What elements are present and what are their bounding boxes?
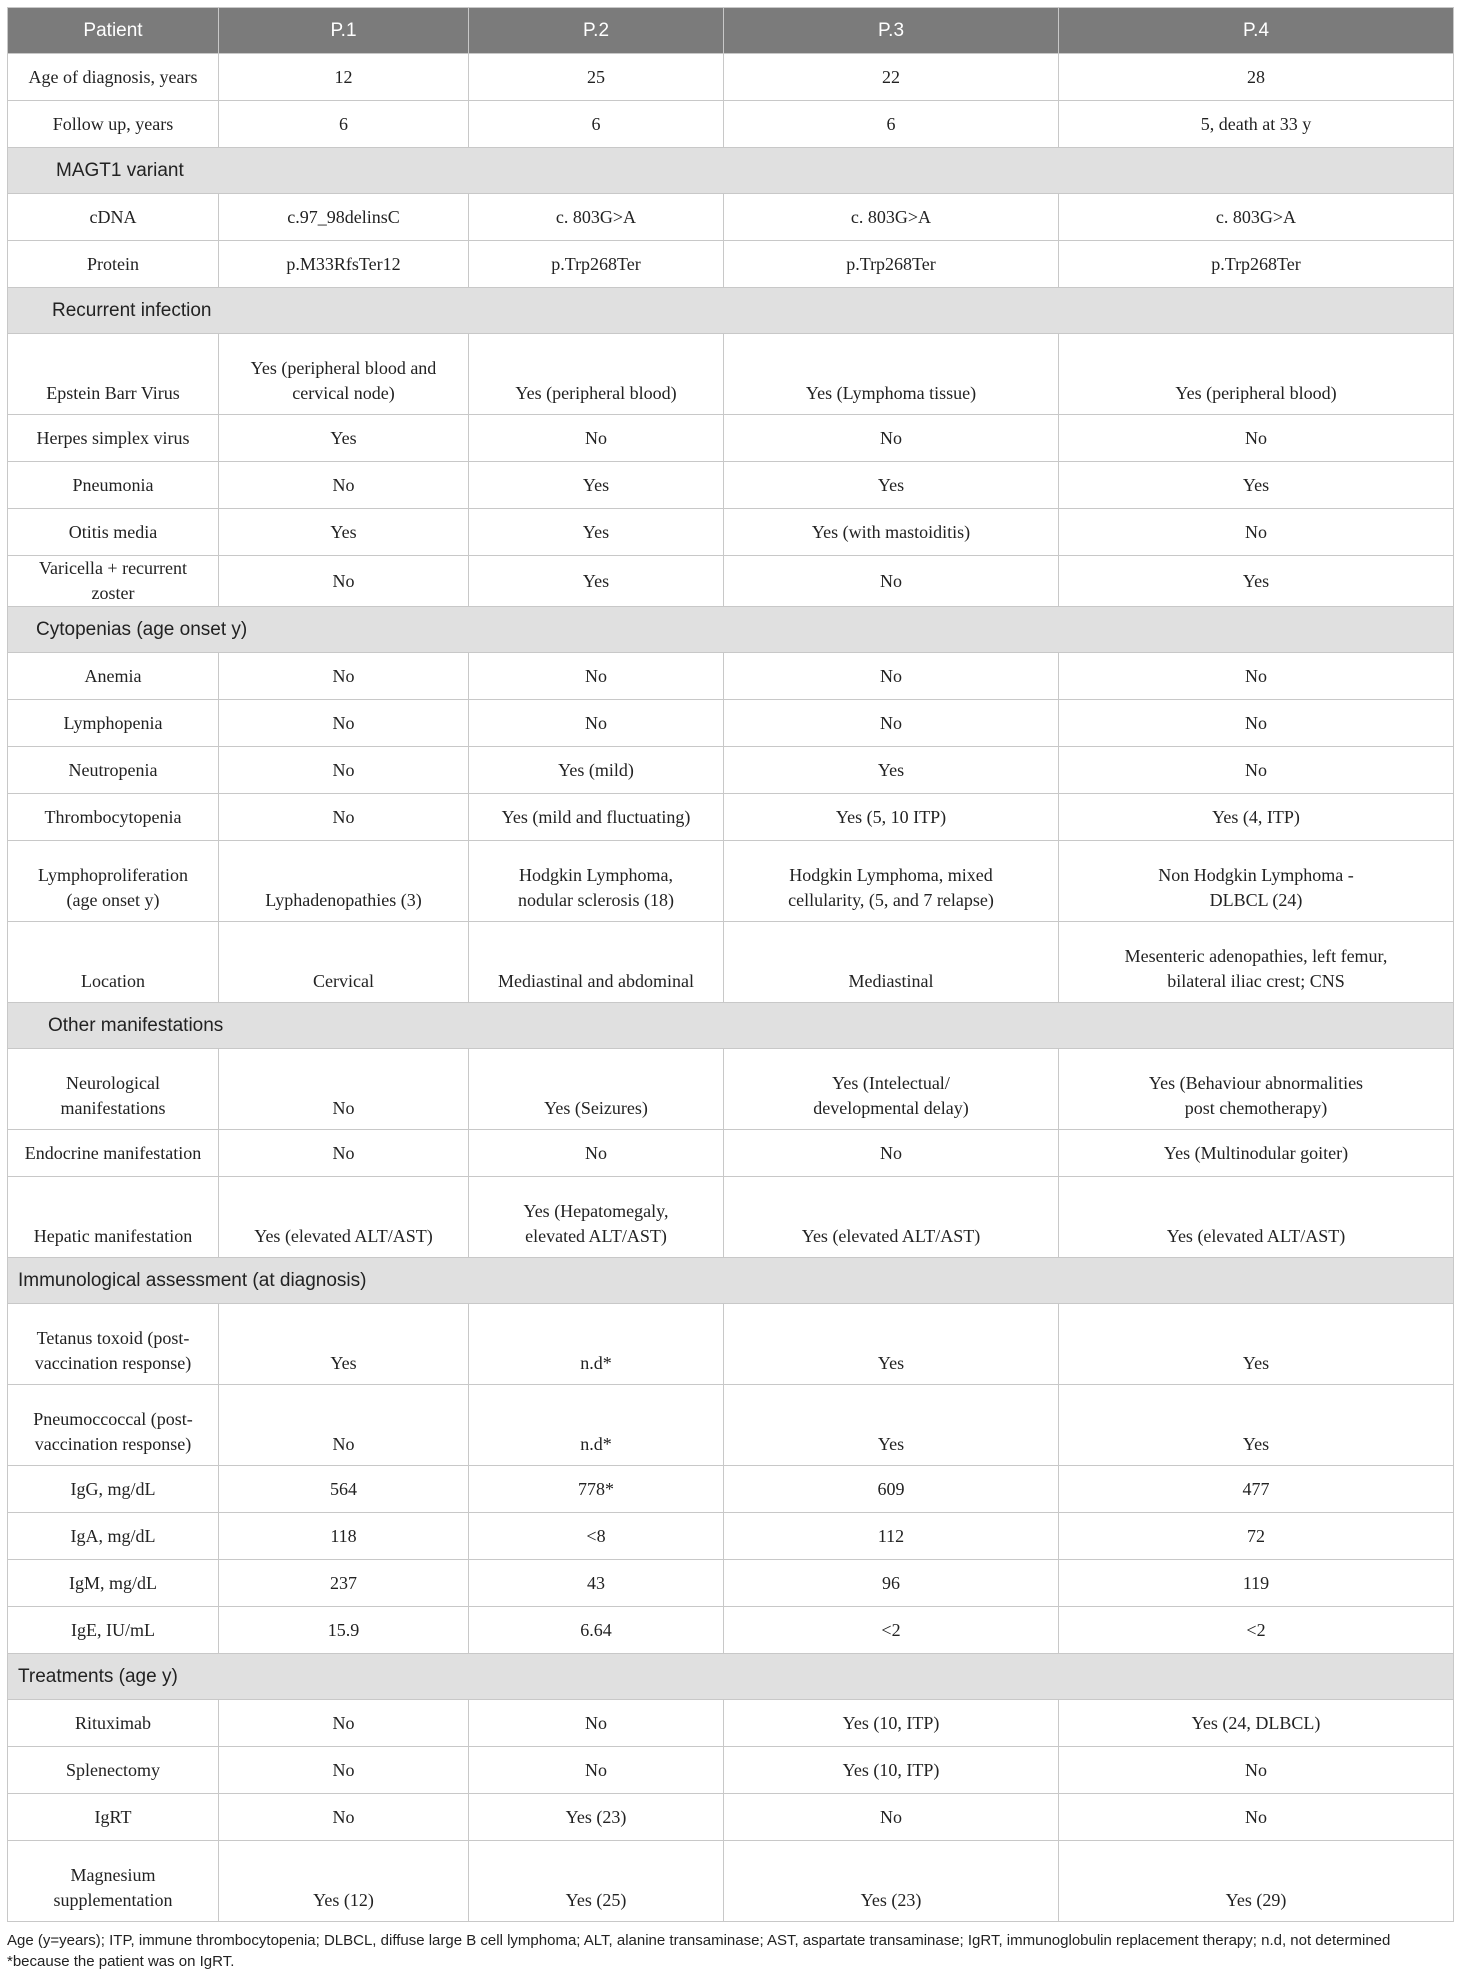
table-row [8, 1747, 1454, 1794]
patient-value-cell: Yes (elevated ALT/AST) [219, 1177, 469, 1258]
patient-value-cell: 12 [219, 54, 469, 101]
patient-value-cell: No [219, 1700, 469, 1747]
section-title: Other manifestations [8, 1003, 1454, 1049]
patient-value-cell: 43 [469, 1560, 724, 1607]
patient-value-cell: Yes (mild) [469, 747, 724, 794]
patient-value-cell: 96 [724, 1560, 1059, 1607]
patient-value-cell: Hodgkin Lymphoma, mixed cellularity, (5, and 7 relapse) [724, 841, 1059, 922]
patient-value-cell: Yes [219, 1304, 469, 1385]
patient-value-cell: Yes (elevated ALT/AST) [1059, 1177, 1454, 1258]
table-row [8, 1130, 1454, 1177]
header-cell-patient: Patient [8, 8, 219, 54]
patient-value-cell: Yes (with mastoiditis) [724, 509, 1059, 556]
patient-value-cell: Yes [724, 1385, 1059, 1466]
header-cell-p2: P.2 [469, 8, 724, 54]
section-header-row [8, 1258, 1454, 1304]
patient-value-cell: Lyphadenopathies (3) [219, 841, 469, 922]
patient-value-cell: Yes [724, 462, 1059, 509]
section-header-row [8, 288, 1454, 334]
table-row [8, 1177, 1454, 1258]
patient-value-cell: No [724, 1794, 1059, 1841]
table-container [7, 7, 1453, 1972]
patient-value-cell: Cervical [219, 922, 469, 1003]
patient-value-cell: Yes [1059, 556, 1454, 607]
patient-value-cell: No [724, 700, 1059, 747]
row-label-cell: Lymphoproliferation (age onset y) [8, 841, 219, 922]
patient-value-cell: Mediastinal [724, 922, 1059, 1003]
patient-value-cell: Yes (Hepatomegaly, elevated ALT/AST) [469, 1177, 724, 1258]
table-row [8, 509, 1454, 556]
section-header-row [8, 1654, 1454, 1700]
table-row [8, 334, 1454, 415]
table-row [8, 841, 1454, 922]
section-header-row [8, 148, 1454, 194]
patient-value-cell: No [469, 1700, 724, 1747]
table-row [8, 1607, 1454, 1654]
patient-value-cell: Yes (10, ITP) [724, 1700, 1059, 1747]
patient-value-cell: p.Trp268Ter [469, 241, 724, 288]
section-title: MAGT1 variant [8, 148, 1454, 194]
row-label-cell: Endocrine manifestation [8, 1130, 219, 1177]
patient-value-cell: No [469, 1747, 724, 1794]
patient-value-cell: No [219, 1130, 469, 1177]
patient-value-cell: 28 [1059, 54, 1454, 101]
table-row [8, 241, 1454, 288]
table-row [8, 101, 1454, 148]
row-label-cell: Herpes simplex virus [8, 415, 219, 462]
patient-value-cell: No [469, 415, 724, 462]
patient-value-cell: c.97_98delinsC [219, 194, 469, 241]
patient-value-cell: Yes (25) [469, 1841, 724, 1922]
row-label-cell: Hepatic manifestation [8, 1177, 219, 1258]
row-label-cell: Location [8, 922, 219, 1003]
patient-value-cell: No [219, 1747, 469, 1794]
table-row [8, 922, 1454, 1003]
patient-value-cell: Yes [1059, 1304, 1454, 1385]
patient-value-cell: 15.9 [219, 1607, 469, 1654]
row-label-cell: IgM, mg/dL [8, 1560, 219, 1607]
patient-value-cell: Yes [219, 509, 469, 556]
row-label-cell: Neutropenia [8, 747, 219, 794]
table-row [8, 1466, 1454, 1513]
patient-value-cell: No [219, 653, 469, 700]
patient-value-cell: No [724, 1130, 1059, 1177]
table-row [8, 194, 1454, 241]
row-label-cell: Age of diagnosis, years [8, 54, 219, 101]
patient-value-cell: Yes (Behaviour abnormalities post chemotherapy) [1059, 1049, 1454, 1130]
patient-value-cell: Yes (mild and fluctuating) [469, 794, 724, 841]
patient-value-cell: Yes (10, ITP) [724, 1747, 1059, 1794]
row-label-cell: Varicella + recurrent zoster [8, 556, 219, 607]
patient-value-cell: No [219, 1049, 469, 1130]
patient-value-cell: Yes [1059, 462, 1454, 509]
patient-value-cell: Yes [219, 415, 469, 462]
patient-value-cell: Mediastinal and abdominal [469, 922, 724, 1003]
patient-value-cell: <8 [469, 1513, 724, 1560]
patient-value-cell: Yes (Seizures) [469, 1049, 724, 1130]
table-row [8, 700, 1454, 747]
row-label-cell: Lymphopenia [8, 700, 219, 747]
patient-value-cell: c. 803G>A [469, 194, 724, 241]
patient-value-cell: 237 [219, 1560, 469, 1607]
row-label-cell: Tetanus toxoid (post- vaccination response) [8, 1304, 219, 1385]
header-cell-p3: P.3 [724, 8, 1059, 54]
patient-value-cell: No [1059, 653, 1454, 700]
patient-value-cell: Mesenteric adenopathies, left femur, bilateral iliac crest; CNS [1059, 922, 1454, 1003]
patient-value-cell: Yes (peripheral blood and cervical node) [219, 334, 469, 415]
table-row [8, 1385, 1454, 1466]
table-row [8, 1513, 1454, 1560]
row-label-cell: Otitis media [8, 509, 219, 556]
patient-value-cell: No [469, 1130, 724, 1177]
patient-value-cell: 609 [724, 1466, 1059, 1513]
patient-value-cell: 118 [219, 1513, 469, 1560]
section-title: Cytopenias (age onset y) [8, 607, 1454, 653]
patient-value-cell: No [1059, 747, 1454, 794]
patient-value-cell: Yes (Lymphoma tissue) [724, 334, 1059, 415]
patient-value-cell: No [219, 1794, 469, 1841]
section-title: Treatments (age y) [8, 1654, 1454, 1700]
patient-value-cell: Yes [469, 556, 724, 607]
row-label-cell: Protein [8, 241, 219, 288]
patient-value-cell: Yes (12) [219, 1841, 469, 1922]
patient-value-cell: Yes (peripheral blood) [1059, 334, 1454, 415]
row-label-cell: IgE, IU/mL [8, 1607, 219, 1654]
patient-value-cell: <2 [1059, 1607, 1454, 1654]
patient-value-cell: p.Trp268Ter [1059, 241, 1454, 288]
row-label-cell: Thrombocytopenia [8, 794, 219, 841]
row-label-cell: Rituximab [8, 1700, 219, 1747]
patient-value-cell: No [219, 462, 469, 509]
patient-value-cell: Yes (23) [724, 1841, 1059, 1922]
row-label-cell: IgG, mg/dL [8, 1466, 219, 1513]
patient-table [7, 7, 1454, 1922]
patient-value-cell: Yes [469, 509, 724, 556]
patient-value-cell: 22 [724, 54, 1059, 101]
section-header-row [8, 607, 1454, 653]
table-row [8, 653, 1454, 700]
patient-value-cell: 477 [1059, 1466, 1454, 1513]
patient-value-cell: n.d* [469, 1385, 724, 1466]
patient-value-cell: p.M33RfsTer12 [219, 241, 469, 288]
patient-value-cell: 778* [469, 1466, 724, 1513]
patient-value-cell: Yes [1059, 1385, 1454, 1466]
patient-value-cell: <2 [724, 1607, 1059, 1654]
patient-value-cell: Yes [724, 747, 1059, 794]
row-label-cell: Epstein Barr Virus [8, 334, 219, 415]
patient-value-cell: No [724, 653, 1059, 700]
patient-value-cell: No [1059, 415, 1454, 462]
table-row [8, 1794, 1454, 1841]
patient-value-cell: Yes (elevated ALT/AST) [724, 1177, 1059, 1258]
patient-value-cell: No [219, 556, 469, 607]
section-header-row [8, 1003, 1454, 1049]
table-row [8, 556, 1454, 607]
patient-value-cell: 564 [219, 1466, 469, 1513]
patient-value-cell: No [1059, 509, 1454, 556]
patient-value-cell: No [469, 653, 724, 700]
row-label-cell: Splenectomy [8, 1747, 219, 1794]
patient-value-cell: No [1059, 1747, 1454, 1794]
patient-value-cell: No [1059, 1794, 1454, 1841]
patient-value-cell: c. 803G>A [724, 194, 1059, 241]
table-row [8, 54, 1454, 101]
patient-value-cell: p.Trp268Ter [724, 241, 1059, 288]
patient-value-cell: 6 [724, 101, 1059, 148]
row-label-cell: Pneumoccoccal (post- vaccination response) [8, 1385, 219, 1466]
table-row [8, 1560, 1454, 1607]
table-footnote: Age (y=years); ITP, immune thrombocytopenia; DLBCL, diffuse large B cell lymphoma; ALT, alanine transaminase; AST, aspartate transaminase; IgRT, immunoglobulin replacement therapy; n.d, not determined *because the patient was on IgRT. [7, 1932, 1391, 1970]
patient-value-cell: 6.64 [469, 1607, 724, 1654]
patient-value-cell: Yes (Intelectual/ developmental delay) [724, 1049, 1059, 1130]
row-label-cell: Anemia [8, 653, 219, 700]
patient-value-cell: 119 [1059, 1560, 1454, 1607]
table-row [8, 1304, 1454, 1385]
header-cell-p4: P.4 [1059, 8, 1454, 54]
patient-value-cell: No [219, 700, 469, 747]
row-label-cell: Pneumonia [8, 462, 219, 509]
table-row [8, 794, 1454, 841]
patient-value-cell: No [469, 700, 724, 747]
table-header-row [8, 8, 1454, 54]
patient-value-cell: Yes (peripheral blood) [469, 334, 724, 415]
patient-value-cell: No [724, 415, 1059, 462]
table-row [8, 747, 1454, 794]
patient-value-cell: Yes [724, 1304, 1059, 1385]
patient-value-cell: Non Hodgkin Lymphoma - DLBCL (24) [1059, 841, 1454, 922]
patient-value-cell: n.d* [469, 1304, 724, 1385]
row-label-cell: IgA, mg/dL [8, 1513, 219, 1560]
patient-value-cell: Yes (24, DLBCL) [1059, 1700, 1454, 1747]
patient-value-cell: 112 [724, 1513, 1059, 1560]
patient-value-cell: 72 [1059, 1513, 1454, 1560]
patient-value-cell: Yes (5, 10 ITP) [724, 794, 1059, 841]
section-title: Recurrent infection [8, 288, 1454, 334]
section-title: Immunological assessment (at diagnosis) [8, 1258, 1454, 1304]
header-cell-p1: P.1 [219, 8, 469, 54]
patient-value-cell: Yes (23) [469, 1794, 724, 1841]
patient-value-cell: No [219, 1385, 469, 1466]
table-row [8, 1700, 1454, 1747]
patient-value-cell: Yes (4, ITP) [1059, 794, 1454, 841]
patient-value-cell: Yes [469, 462, 724, 509]
table-row [8, 1841, 1454, 1922]
table-row [8, 415, 1454, 462]
table-row [8, 1049, 1454, 1130]
patient-value-cell: Yes (29) [1059, 1841, 1454, 1922]
patient-value-cell: 6 [469, 101, 724, 148]
patient-value-cell: Hodgkin Lymphoma, nodular sclerosis (18) [469, 841, 724, 922]
row-label-cell: Neurological manifestations [8, 1049, 219, 1130]
row-label-cell: IgRT [8, 1794, 219, 1841]
patient-value-cell: c. 803G>A [1059, 194, 1454, 241]
patient-value-cell: No [724, 556, 1059, 607]
patient-value-cell: 5, death at 33 y [1059, 101, 1454, 148]
patient-value-cell: No [1059, 700, 1454, 747]
patient-value-cell: No [219, 747, 469, 794]
table-row [8, 462, 1454, 509]
row-label-cell: Magnesium supplementation [8, 1841, 219, 1922]
row-label-cell: Follow up, years [8, 101, 219, 148]
patient-value-cell: 6 [219, 101, 469, 148]
patient-value-cell: 25 [469, 54, 724, 101]
patient-value-cell: No [219, 794, 469, 841]
row-label-cell: cDNA [8, 194, 219, 241]
patient-value-cell: Yes (Multinodular goiter) [1059, 1130, 1454, 1177]
table-body [8, 54, 1454, 1922]
